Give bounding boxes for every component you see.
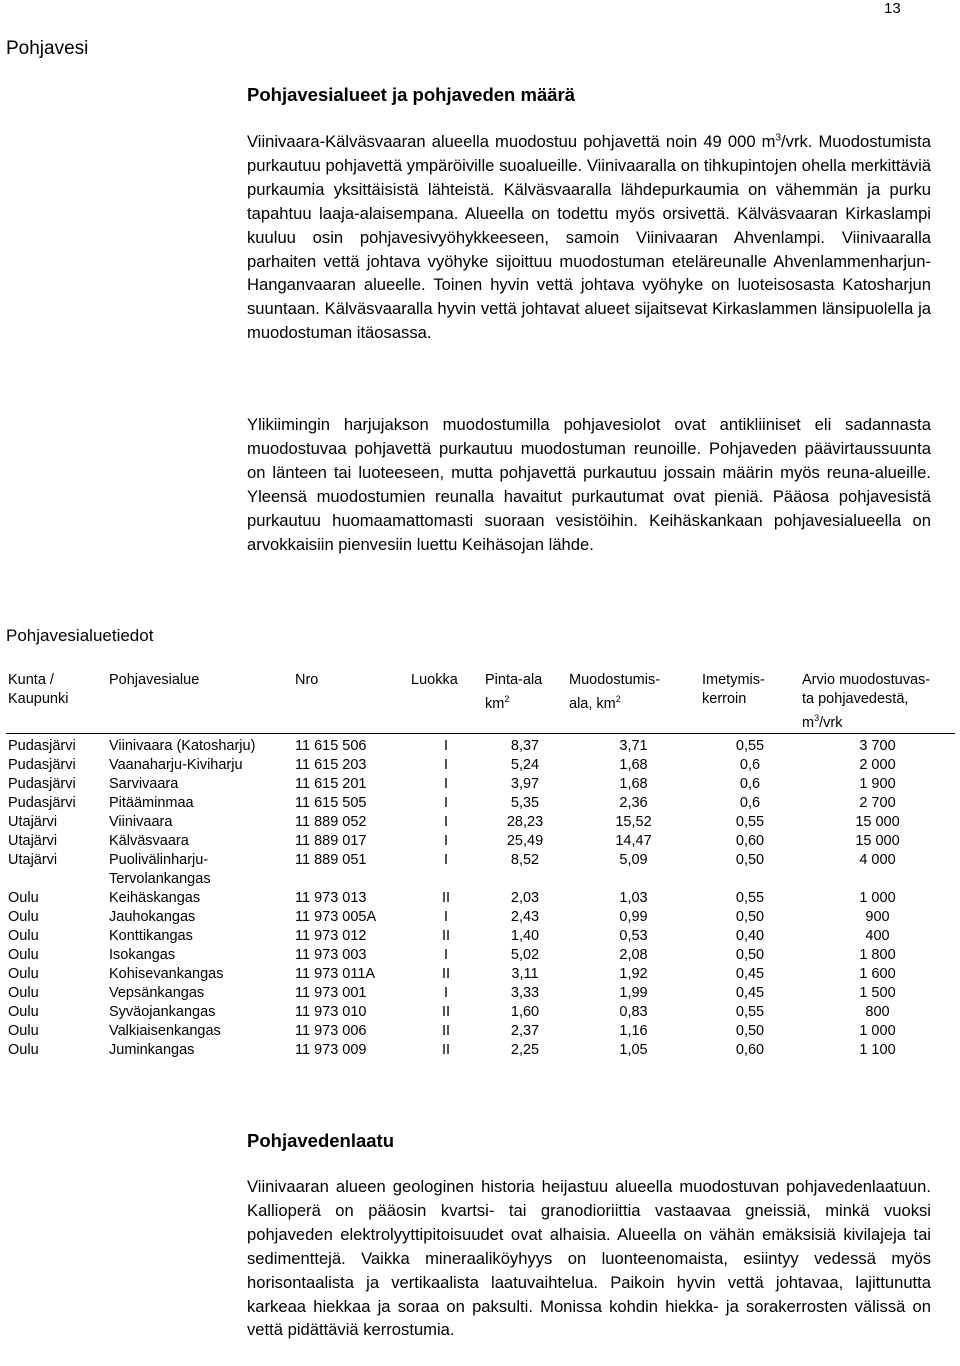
cell-muod: 1,92	[619, 965, 648, 982]
cell-pinta: 5,35	[510, 794, 540, 811]
table-row	[6, 794, 955, 813]
cell-alue: Vaanaharju-Kiviharju	[109, 756, 243, 773]
cell-nro: 11 973 010	[295, 1003, 367, 1020]
header-luokka: Luokka	[409, 667, 483, 733]
cell-kunta: Oulu	[8, 1041, 39, 1058]
cell-luokka: II	[441, 965, 451, 982]
cell-muod: 1,68	[619, 756, 648, 773]
table-row	[6, 984, 955, 1003]
cell-alue: Viinivaara	[109, 813, 173, 830]
cell-pinta: 5,24	[510, 756, 540, 773]
cell-alue: Keihäskangas	[109, 889, 201, 906]
cell-kunta: Pudasjärvi	[8, 756, 76, 773]
cell-imet: 0,55	[735, 1003, 765, 1020]
cell-nro: 11 973 001	[295, 984, 367, 1001]
cell-imet: 0,55	[735, 813, 765, 830]
cell-luokka: II	[441, 927, 451, 944]
cell-nro: 11 973 003	[295, 946, 367, 963]
cell-muod: 0,99	[619, 908, 648, 925]
cell-arvio: 1 600	[859, 965, 896, 982]
cell-alue: Vepsänkangas	[109, 984, 205, 1001]
header-alue: Pohjavesialue	[107, 667, 293, 733]
cell-pinta: 8,37	[510, 737, 540, 754]
cell-luokka: II	[441, 1041, 451, 1058]
cell-muod: 2,08	[619, 946, 648, 963]
header-kunta-line1: Kunta /	[8, 672, 54, 688]
cell-imet: 0,6	[739, 794, 761, 811]
cell-pinta: 1,60	[510, 1003, 540, 1020]
table-header-row	[6, 667, 955, 733]
cell-muod: 1,16	[619, 1022, 648, 1039]
table-row	[6, 946, 955, 965]
cell-nro: 11 615 201	[295, 775, 367, 792]
header-muodostumisala	[567, 667, 700, 733]
cell-imet: 0,50	[735, 946, 765, 963]
cell-kunta: Oulu	[8, 908, 39, 925]
header-pinta-line2: km	[485, 695, 505, 712]
cell-imet: 0,50	[735, 1022, 765, 1039]
header-arvio-line1: Arvio muodostuvas-	[802, 672, 931, 688]
header-muod-line2: ala, km	[569, 695, 616, 712]
cell-imet: 0,45	[735, 984, 765, 1001]
cell-kunta: Oulu	[8, 927, 39, 944]
cell-imet: 0,40	[735, 927, 765, 944]
table-row	[6, 1022, 955, 1041]
header-muod-line1: Muodostumis-	[569, 672, 661, 688]
cell-arvio: 1 500	[859, 984, 896, 1001]
cell-luokka: II	[441, 1003, 451, 1020]
cell-pinta: 25,49	[506, 832, 544, 849]
cell-pinta: 3,97	[510, 775, 540, 792]
page-number: 13	[884, 0, 901, 17]
cell-alue: Jauhokangas	[109, 908, 196, 925]
table-row	[6, 889, 955, 908]
cell-muod: 0,83	[619, 1003, 648, 1020]
header-nro: Nro	[293, 667, 409, 733]
paragraph-muodostuminen-rest: /vrk. Muodostumista purkautuu pohjavettä ympäröiville suoalueille. Viinivaaralla on tihkupintojen ohella merkittäviä purkaumia yksittäisistä lähteistä. Kälväsvaaralla lähdepurkaumia on vähemmän ja purku tapahtuu laaja-alaisempana. Alueella on todettu myös orsivettä. Kälväsvaaran Kirkaslampi kuuluu osin pohjavesivyöhykkeeseen, samoin Viinivaaran Ahvenlampi. Viinivaaralla parhaiten vettä johtava vyöhyke sijoittuu muodostuman eteläreunalle Ahvenlammenharjun-Hanganvaaran alueelle. Toinen hyvin vettä johtava vyöhyke on luoteisosasta Katosharjun suuntaan. Kälväsvaaralla hyvin vettä johtavat alueet sijaitsevat Kirkaslammen länsipuolella ja muodostuman itäosassa.	[247, 132, 931, 343]
cell-pinta: 5,02	[510, 946, 540, 963]
cell-nro: 11 973 006	[295, 1022, 367, 1039]
cell-alue: Syväojankangas	[109, 1003, 216, 1020]
cell-muod: 15,52	[615, 813, 652, 830]
header-arvio-line3-end: /vrk	[819, 714, 843, 731]
cell-pinta: 28,23	[506, 813, 544, 830]
cell-arvio: 2 700	[859, 794, 896, 811]
cell-arvio: 2 000	[859, 756, 896, 773]
cell-imet: 0,60	[735, 1041, 765, 1058]
cell-kunta: Oulu	[8, 889, 39, 906]
cell-arvio: 15 000	[855, 832, 900, 849]
cell-alue	[107, 851, 293, 889]
table-row	[6, 965, 955, 984]
header-imet-line1: Imetymis-	[702, 672, 765, 688]
cell-imet: 0,45	[735, 965, 765, 982]
cell-alue: Juminkangas	[109, 1041, 195, 1058]
cell-imet: 0,55	[735, 737, 765, 754]
cell-muod: 0,53	[619, 927, 648, 944]
table-row	[6, 908, 955, 927]
pohjavesialue-table	[6, 667, 955, 1060]
cell-kunta: Pudasjärvi	[8, 775, 76, 792]
cell-luokka: I	[443, 737, 449, 754]
cell-muod: 3,71	[619, 737, 648, 754]
cell-nro: 11 615 506	[295, 737, 367, 754]
cell-arvio: 900	[865, 908, 890, 925]
cell-alue: Valkiaisenkangas	[109, 1022, 221, 1039]
cell-luokka: II	[441, 1022, 451, 1039]
cell-arvio: 3 700	[859, 737, 896, 754]
cell-pinta: 2,03	[510, 889, 540, 906]
header-arvio	[800, 667, 955, 733]
cell-pinta: 1,40	[510, 927, 540, 944]
cell-alue-line2: Tervolankangas	[109, 870, 211, 887]
cell-imet: 0,50	[735, 851, 765, 868]
cell-luokka: I	[443, 775, 449, 792]
cell-alue: Viinivaara (Katosharju)	[109, 737, 256, 754]
cell-luokka: I	[443, 908, 449, 925]
cell-alue: Pitääminmaa	[109, 794, 194, 811]
cell-luokka: I	[443, 794, 449, 811]
header-imet-line2: kerroin	[702, 691, 747, 707]
cell-pinta: 8,52	[510, 851, 540, 868]
header-pinta-line1: Pinta-ala	[485, 672, 543, 688]
cell-arvio: 1 100	[859, 1041, 896, 1058]
cell-alue: Kohisevankangas	[109, 965, 224, 982]
header-arvio-sup: 3	[814, 713, 820, 723]
cell-kunta: Pudasjärvi	[8, 737, 76, 754]
cell-nro: 11 889 052	[295, 813, 367, 830]
header-muod-sup: 2	[615, 694, 621, 704]
cell-arvio: 1 800	[859, 946, 896, 963]
cell-luokka: I	[443, 832, 449, 849]
cell-imet: 0,6	[739, 756, 761, 773]
cell-luokka: I	[443, 813, 449, 830]
cell-nro: 11 973 012	[295, 927, 367, 944]
header-imetymiskerroin	[700, 667, 800, 733]
cell-nro: 11 889 017	[295, 832, 367, 849]
table-row	[6, 813, 955, 832]
cell-pinta: 2,43	[510, 908, 540, 925]
cell-pinta: 2,37	[510, 1022, 540, 1039]
cell-pinta: 3,33	[510, 984, 540, 1001]
cell-muod: 1,05	[619, 1041, 648, 1058]
cell-luokka: I	[443, 851, 449, 868]
cell-nro: 11 973 005A	[295, 908, 377, 925]
cell-imet: 0,50	[735, 908, 765, 925]
cell-pinta: 2,25	[510, 1041, 540, 1058]
cell-arvio: 1 900	[859, 775, 896, 792]
cell-nro: 11 615 505	[295, 794, 367, 811]
header-kunta-line2: Kaupunki	[8, 691, 69, 707]
table-row	[6, 851, 955, 889]
cell-imet: 0,55	[735, 889, 765, 906]
cell-nro: 11 973 009	[295, 1041, 367, 1058]
cell-nro: 11 615 203	[295, 756, 367, 773]
cell-kunta: Utajärvi	[8, 851, 58, 868]
table-heading: Pohjavesialuetiedot	[6, 626, 154, 645]
cell-muod: 1,68	[619, 775, 648, 792]
cell-arvio: 1 000	[859, 1022, 896, 1039]
header-pinta-sup: 2	[504, 694, 510, 704]
table-row	[6, 832, 955, 851]
cell-kunta: Utajärvi	[8, 832, 58, 849]
table-row	[6, 775, 955, 794]
header-arvio-line2: ta pohjavedestä,	[802, 691, 909, 707]
table-row	[6, 1041, 955, 1060]
cell-luokka: I	[443, 984, 449, 1001]
cell-kunta: Pudasjärvi	[8, 794, 76, 811]
paragraph-muodostuminen	[247, 130, 931, 345]
cell-kunta: Oulu	[8, 1022, 39, 1039]
cell-muod: 5,09	[619, 851, 648, 868]
cell-alue: Konttikangas	[109, 927, 193, 944]
paragraph-pohjavedenlaatu: Viinivaaran alueen geologinen historia heijastuu alueella muodostuvan pohjavedenlaatuun. Kallioperä on pääosin kvartsi- tai granodioriittia vastaavaa gneissiä, minkä vuoksi pohjaveden elektrolyyttipitoisuudet ovat alhaisia. Alueella on vähän emäksisiä kivilajeja tai sedimenttejä. Vaikka mineraaliköyhyys on luonteenomaista, esiintyy vedessä myös horisontaalista ja vertikaalista laatuvaihtelua. Paikoin hyvin vettä johtavaa, lajittunutta karkeaa hiekkaa ja soraa on paksulti. Monissa kohdin hiekka- ja sorakerrosten välissä on vettä pidättäviä kerrostumia.	[247, 1177, 931, 1340]
cell-muod: 2,36	[619, 794, 648, 811]
cell-luokka: I	[443, 946, 449, 963]
cell-arvio: 15 000	[855, 813, 900, 830]
section-title-pohjavedenlaatu: Pohjavedenlaatu	[247, 1130, 395, 1151]
cell-arvio: 1 000	[859, 889, 896, 906]
table-row	[6, 1003, 955, 1022]
cell-muod: 1,99	[619, 984, 648, 1001]
cell-muod: 14,47	[615, 832, 652, 849]
cell-luokka: II	[441, 889, 451, 906]
cell-alue: Sarvivaara	[109, 775, 179, 792]
cell-imet: 0,6	[739, 775, 761, 792]
table-row	[6, 733, 955, 756]
cell-arvio: 4 000	[859, 851, 896, 868]
header-arvio-line3: m	[802, 714, 815, 731]
cell-nro: 11 889 051	[295, 851, 367, 868]
cell-kunta: Oulu	[8, 1003, 39, 1020]
cell-kunta: Oulu	[8, 946, 39, 963]
cell-alue: Isokangas	[109, 946, 176, 963]
header-pinta	[483, 667, 567, 733]
cell-pinta: 3,11	[511, 965, 539, 982]
cell-nro: 11 973 011A	[295, 965, 376, 982]
table-row	[6, 756, 955, 775]
cell-kunta: Oulu	[8, 965, 39, 982]
section-title-pohjavesialueet: Pohjavesialueet ja pohjaveden määrä	[247, 84, 576, 105]
paragraph-muodostuminen-start: Viinivaara-Kälväsvaaran alueella muodostuu pohjavettä noin 49 000 m	[247, 132, 776, 151]
cell-luokka: I	[443, 756, 449, 773]
cell-kunta: Oulu	[8, 984, 39, 1001]
cell-kunta: Utajärvi	[8, 813, 58, 830]
cell-arvio: 800	[865, 1003, 890, 1020]
chapter-title: Pohjavesi	[6, 38, 89, 59]
header-kunta	[6, 667, 107, 733]
paragraph-ylikiiminki: Ylikiimingin harjujakson muodostumilla pohjavesiolot ovat antikliiniset eli sadannasta muodostuvaa pohjavettä purkautuu muodostuman reunoille. Pohjaveden päävirtaussuunta on länteen tai luoteeseen, mutta pohjavettä purkautuu jossain määrin myös reuna-alueille. Yleensä muodostumien reunalla havaitut purkautumat ovat pieniä. Pääosa pohjavesistä purkautuu huomaamattomasti suoraan vesistöihin. Keihäskankaan pohjavesialueella on arvokkaisiin pienvesiin luettu Keihäsojan lähde.	[247, 415, 931, 554]
cubic-superscript: 3	[775, 132, 782, 144]
cell-arvio: 400	[865, 927, 890, 944]
cell-nro: 11 973 013	[295, 889, 367, 906]
cell-muod: 1,03	[619, 889, 648, 906]
cell-imet: 0,60	[735, 832, 765, 849]
cell-alue: Kälväsvaara	[109, 832, 189, 849]
table-row	[6, 927, 955, 946]
cell-alue-line1: Puolivälinharju-	[109, 851, 209, 868]
